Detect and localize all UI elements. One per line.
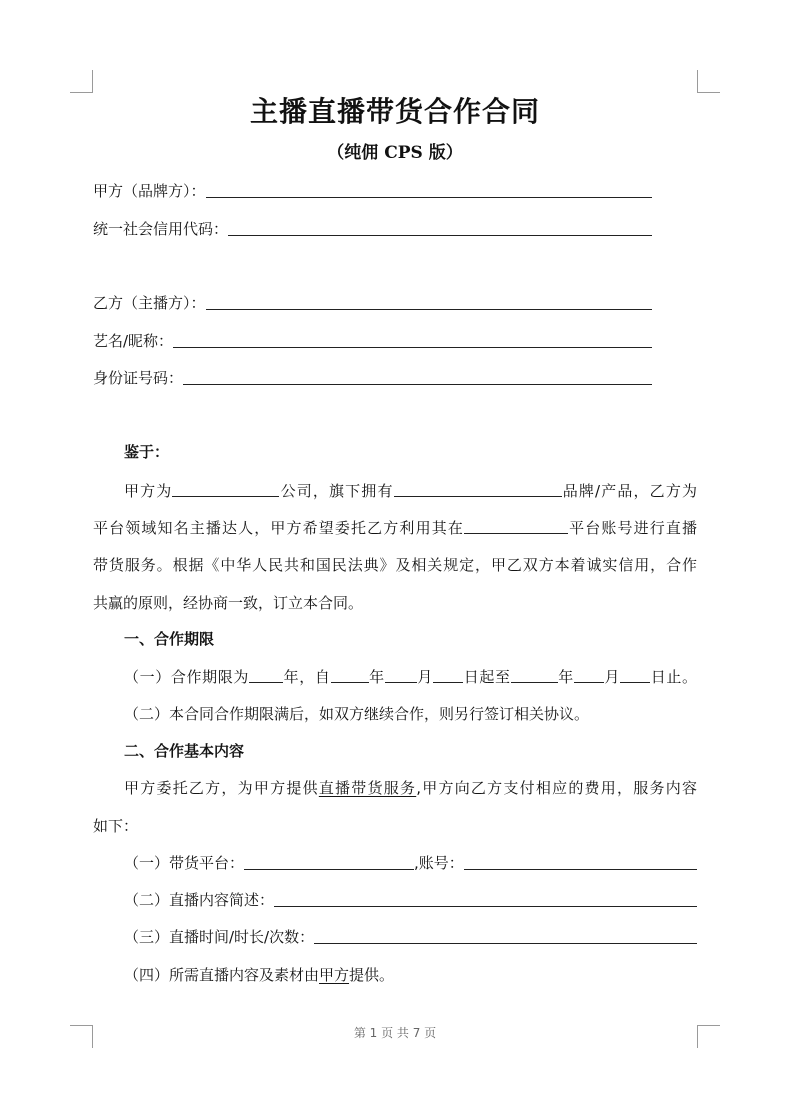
whereas-line-1	[124, 481, 697, 501]
whereas-line-2	[93, 518, 697, 538]
crop-mark-top-right	[697, 70, 720, 93]
page-number-footer: 第 1 页 共 7 页	[353, 1026, 437, 1040]
start-year-blank[interactable]	[331, 668, 369, 683]
company-blank[interactable]	[172, 482, 279, 497]
underlined-service: 直播带货服务	[318, 779, 417, 797]
platform-blank[interactable]	[464, 519, 568, 534]
section-2-heading: 二、合作基本内容	[124, 742, 245, 760]
sales-platform-blank[interactable]	[244, 855, 414, 870]
schedule-blank[interactable]	[314, 929, 697, 944]
end-day-blank[interactable]	[620, 668, 650, 683]
section-1-heading: 一、合作期限	[124, 630, 215, 648]
term-text: 日起至	[463, 668, 511, 686]
whereas-text: 平台领域知名主播达人，甲方希望委托乙方利用其在	[93, 519, 464, 537]
whereas-line-4: 共赢的原则，经协商一致，订立本合同。	[93, 594, 364, 612]
id-number-field	[93, 368, 652, 388]
service-intro-line-1	[124, 778, 697, 798]
account-blank[interactable]	[464, 855, 697, 870]
term-text: 年，自	[283, 668, 331, 686]
materials-clause	[124, 965, 697, 985]
start-month-blank[interactable]	[385, 668, 417, 683]
renewal-clause: （二）本合同合作期限满后，如双方继续合作，则另行签订相关协议。	[124, 705, 590, 723]
party-b-blank[interactable]	[206, 295, 652, 310]
stage-name-label: 艺名/昵称：	[93, 332, 174, 350]
id-number-blank[interactable]	[183, 370, 652, 385]
term-text: 年	[368, 668, 385, 686]
schedule-label: （三）直播时间/时长/次数：	[124, 928, 315, 946]
content-summary-label: （二）直播内容简述：	[124, 891, 275, 909]
account-label: ,账号：	[414, 854, 464, 872]
credit-code-field	[93, 219, 652, 239]
stage-name-field	[93, 331, 652, 351]
crop-mark-top-left	[70, 70, 93, 93]
service-intro-line-2: 如下：	[93, 817, 139, 835]
platform-account-row	[124, 853, 697, 873]
platform-label: （一）带货平台：	[124, 854, 245, 872]
whereas-line-3: 带货服务。根据《中华人民共和国民法典》及相关规定，甲乙双方本着诚实信用，合作	[93, 556, 697, 574]
intro-text: 甲方委托乙方，为甲方提供	[124, 779, 319, 797]
end-year-blank[interactable]	[511, 668, 558, 683]
materials-text: 提供。	[349, 966, 395, 984]
term-text: （一）合作期限为	[124, 668, 250, 686]
term-text: 月	[416, 668, 434, 686]
whereas-text: 公司，旗下拥有	[279, 482, 394, 500]
party-a-label: 甲方（品牌方）：	[93, 182, 206, 200]
start-day-blank[interactable]	[433, 668, 463, 683]
schedule-row	[124, 927, 697, 947]
term-years-blank[interactable]	[249, 668, 283, 683]
term-text: 日止。	[650, 668, 697, 686]
intro-text: ,甲方向乙方支付相应的费用，服务内容	[416, 779, 697, 797]
contract-title: 主播直播带货合作合同	[249, 95, 540, 128]
party-a-blank[interactable]	[206, 183, 652, 198]
brand-blank[interactable]	[394, 482, 562, 497]
content-summary-blank[interactable]	[274, 892, 697, 907]
party-b-field	[93, 293, 652, 313]
credit-code-label: 统一社会信用代码：	[93, 220, 229, 238]
term-clause	[124, 667, 697, 687]
term-text: 月	[603, 668, 621, 686]
whereas-heading: 鉴于：	[124, 443, 170, 461]
whereas-text: 甲方为	[124, 482, 173, 500]
credit-code-blank[interactable]	[228, 221, 652, 236]
whereas-text: 平台账号进行直播	[567, 519, 697, 537]
content-summary-row	[124, 890, 697, 910]
stage-name-blank[interactable]	[173, 333, 652, 348]
underlined-party-a: 甲方	[319, 966, 350, 984]
party-a-field	[93, 181, 652, 201]
end-month-blank[interactable]	[574, 668, 604, 683]
contract-subtitle: （纯佣 CPS 版）	[327, 143, 463, 163]
materials-text: （四）所需直播内容及素材由	[124, 966, 320, 984]
id-number-label: 身份证号码：	[93, 369, 184, 387]
term-text: 年	[557, 668, 574, 686]
whereas-text: 品牌/产品，乙方为	[561, 482, 697, 500]
party-b-label: 乙方（主播方）：	[93, 294, 206, 312]
